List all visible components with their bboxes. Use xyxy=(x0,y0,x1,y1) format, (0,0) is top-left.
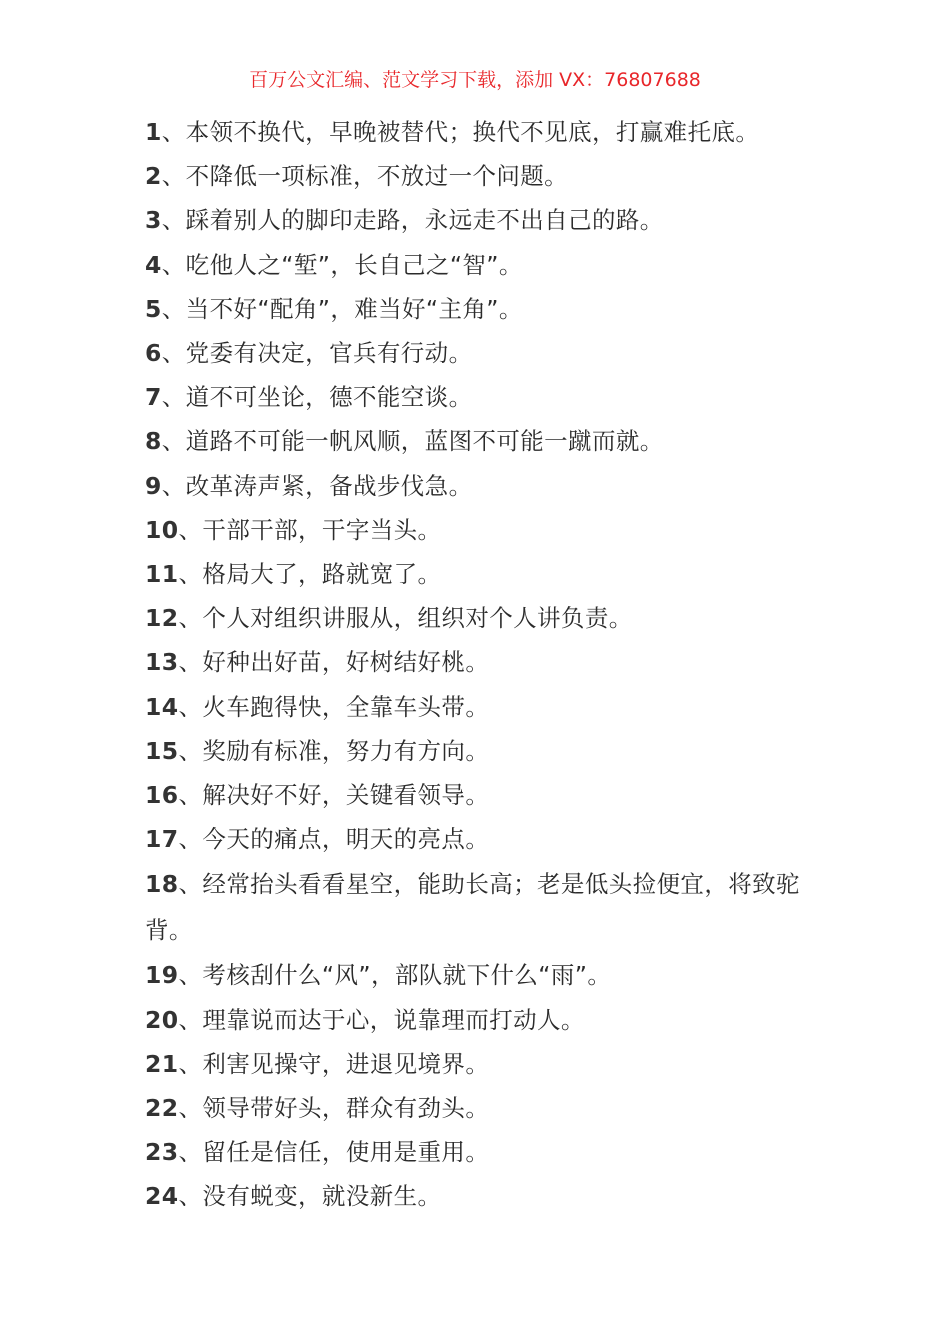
list-item xyxy=(145,552,805,596)
item-text: 、道不可坐论，德不能空谈。 xyxy=(161,383,473,412)
list-item xyxy=(145,1174,805,1218)
list-item xyxy=(145,419,805,463)
item-text: 、火车跑得快，全靠车头带。 xyxy=(178,692,490,721)
item-number: 18 xyxy=(145,870,179,899)
watermark-header: 百万公文汇编、范文学习下载，添加 VX：76807688 xyxy=(249,69,701,91)
item-text: 、好种出好苗，好树结好桃。 xyxy=(178,648,490,677)
list-item xyxy=(145,640,805,684)
item-text: 、个人对组织讲服从，组织对个人讲负责。 xyxy=(178,604,633,633)
item-text: 、党委有决定，官兵有行动。 xyxy=(161,339,473,368)
list-item xyxy=(145,243,805,287)
item-number: 8 xyxy=(145,427,162,456)
item-number: 16 xyxy=(145,781,179,810)
item-text: 、格局大了，路就宽了。 xyxy=(178,560,442,589)
list-item xyxy=(145,287,805,331)
item-text: 、本领不换代，早晚被替代；换代不见底，打赢难托底。 xyxy=(161,118,760,146)
item-number: 13 xyxy=(145,648,179,677)
list-item xyxy=(145,198,805,242)
item-number: 5 xyxy=(145,294,162,323)
list-item xyxy=(145,464,805,508)
list-item xyxy=(145,685,805,729)
list-item xyxy=(145,154,805,198)
list-item xyxy=(145,1086,805,1130)
item-number: 24 xyxy=(145,1182,179,1211)
list-item xyxy=(145,998,805,1042)
item-text: 、领导带好头，群众有劲头。 xyxy=(178,1094,490,1123)
item-number: 23 xyxy=(145,1138,179,1167)
item-number: 14 xyxy=(145,692,179,721)
item-text: 、道路不可能一帆风顺，蓝图不可能一蹴而就。 xyxy=(161,427,664,456)
item-text: 、不降低一项标准，不放过一个问题。 xyxy=(161,162,569,191)
list-item xyxy=(145,331,805,375)
item-text: 、踩着别人的脚印走路，永远走不出自己的路。 xyxy=(161,206,664,235)
item-text: 、改革涛声紧，备战步伐急。 xyxy=(161,471,473,500)
item-number: 1 xyxy=(145,118,162,146)
item-number: 22 xyxy=(145,1094,179,1123)
item-text: 、经常抬头看看星空，能助长高；老是低头捡便宜，将致驼背。 xyxy=(145,870,800,945)
item-number: 7 xyxy=(145,383,162,412)
list-item xyxy=(145,508,805,552)
item-number: 10 xyxy=(145,515,179,544)
list-item xyxy=(145,953,805,997)
item-text: 、利害见操守，进退见境界。 xyxy=(178,1049,490,1078)
list-item xyxy=(145,375,805,419)
item-number: 17 xyxy=(145,825,179,854)
item-text: 、解决好不好，关键看领导。 xyxy=(178,781,490,810)
item-number: 2 xyxy=(145,162,162,191)
item-number: 21 xyxy=(145,1049,179,1078)
list-item xyxy=(145,861,805,953)
item-number: 11 xyxy=(145,560,179,589)
item-number: 12 xyxy=(145,604,179,633)
item-number: 19 xyxy=(145,961,179,990)
list-item xyxy=(145,773,805,817)
item-text: 、没有蜕变，就没新生。 xyxy=(178,1182,442,1211)
list-item xyxy=(145,817,805,861)
item-number: 4 xyxy=(145,250,162,279)
item-text: 、考核刮什么“风”，部队就下什么“雨”。 xyxy=(178,961,612,990)
item-number: 6 xyxy=(145,339,162,368)
list-item xyxy=(145,1130,805,1174)
item-number: 15 xyxy=(145,736,179,765)
item-text: 、干部干部，干字当头。 xyxy=(178,515,442,544)
list-item xyxy=(145,729,805,773)
item-text: 、当不好“配角”，难当好“主角”。 xyxy=(161,294,523,323)
list-item xyxy=(145,1042,805,1086)
item-text: 、理靠说而达于心，说靠理而打动人。 xyxy=(178,1005,585,1034)
item-text: 、吃他人之“堑”，长自己之“智”。 xyxy=(161,250,523,279)
list-item xyxy=(145,110,805,154)
item-number: 20 xyxy=(145,1005,179,1034)
slogan-list xyxy=(145,110,805,1219)
item-text: 、留任是信任，使用是重用。 xyxy=(178,1138,490,1167)
item-text: 、奖励有标准，努力有方向。 xyxy=(178,736,490,765)
item-number: 3 xyxy=(145,206,162,235)
item-text: 、今天的痛点，明天的亮点。 xyxy=(178,825,490,854)
item-number: 9 xyxy=(145,471,162,500)
list-item xyxy=(145,596,805,640)
